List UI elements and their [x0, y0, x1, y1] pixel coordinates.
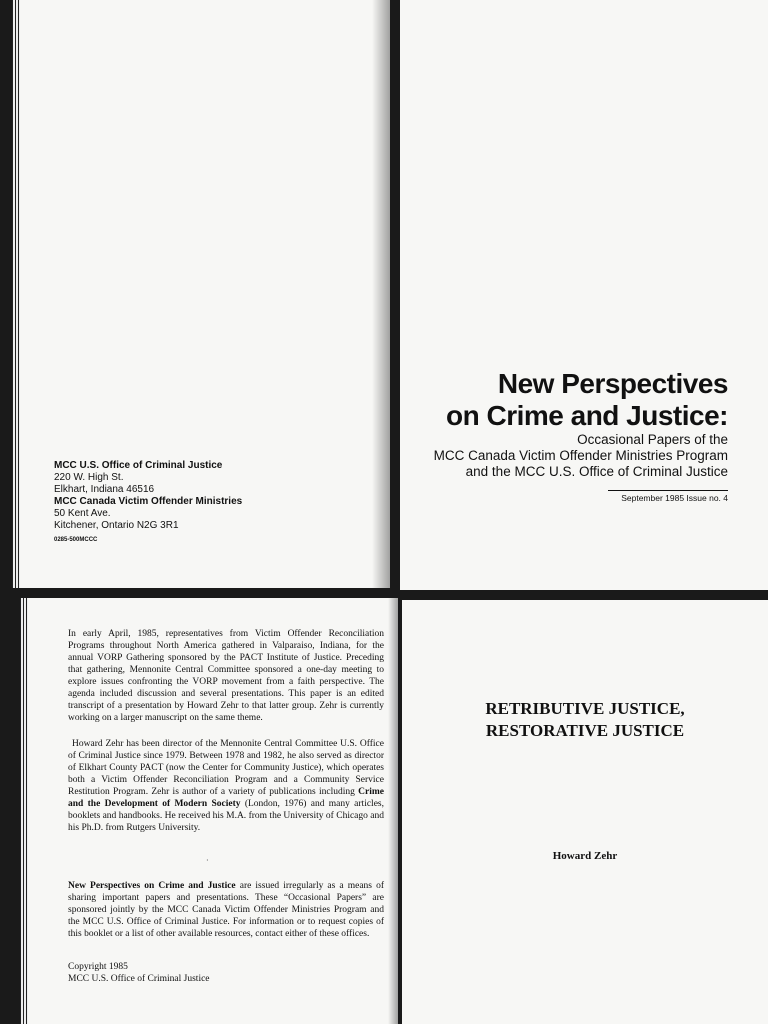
cover-subtitle-line: and the MCC U.S. Office of Criminal Justice [465, 464, 728, 479]
cover-title-block [434, 368, 728, 480]
cover-title-line: on Crime and Justice: [445, 400, 728, 431]
address-line: 220 W. High St. [54, 472, 124, 483]
paper-title-line: RETRIBUTIVE JUSTICE, [485, 699, 685, 718]
address-block [54, 460, 242, 532]
address-line: MCC U.S. Office of Criminal Justice [54, 460, 223, 471]
series-paragraph [68, 880, 384, 940]
spine-shadow [388, 598, 398, 1024]
bio-text: Howard Zehr has been director of the Mennonite Central Committee U.S. Office of Criminal Justice since 1979. Between 1978 and 1982, he also served as director of Elkhart County PACT (now the Center for Community Justice), which operates both a Victim Offender Reconciliation Program and a Community Service Restitution Program. Zehr is author of a variety of publications including [68, 739, 384, 797]
front-cover-page [400, 0, 768, 590]
series-title: New Perspectives on Crime and Justice [68, 881, 236, 891]
author-bio-paragraph [68, 738, 384, 834]
author-name: Howard Zehr [552, 850, 618, 862]
page-edge [20, 598, 28, 1024]
speck: · [206, 856, 209, 865]
copyright-line: Copyright 1985 [68, 962, 128, 972]
intro-paragraph: In early April, 1985, representatives from Victim Offender Reconciliation Programs throughout North America gathered in Valparaiso, Indiana, for the annual VORP Gathering sponsored by the PACT Institute of Justice. Preceding that gathering, Mennonite Central Committee sponsored a one-day meeting to explore issues confronting the VORP movement from a faith perspective. The agenda included discussion and several presentations. This paper is an edited transcript of a presentation by Howard Zehr to that latter group. Zehr is currently working on a larger manuscript on the same theme. [68, 629, 384, 723]
title-page [402, 600, 768, 1024]
inside-cover-page [20, 598, 398, 1024]
spine-shadow [372, 0, 390, 588]
back-cover-page [12, 0, 390, 588]
address-line: Kitchener, Ontario N2G 3R1 [54, 520, 179, 531]
address-line: 50 Kent Ave. [54, 508, 111, 519]
page-edge [12, 0, 20, 588]
address-line: MCC Canada Victim Offender Ministries [54, 496, 243, 507]
paper-title-line: RESTORATIVE JUSTICE [485, 721, 685, 740]
copyright-block [68, 961, 384, 985]
cover-subtitle-line: MCC Canada Victim Offender Ministries Program [433, 448, 728, 463]
address-line: Elkhart, Indiana 46516 [54, 484, 155, 495]
bio-text: (London, 1976) and many articles, booklets and handbooks. He received his M.A. from the University of Chicago and his Ph.D. from Rutgers University. [68, 799, 384, 833]
cover-title-line: New Perspectives [497, 368, 728, 399]
copyright-line: MCC U.S. Office of Criminal Justice [68, 974, 210, 984]
cover-subtitle-line: Occasional Papers of the [577, 432, 728, 447]
issue-line: September 1985 Issue no. 4 [608, 490, 728, 503]
paper-title [402, 698, 768, 742]
book-title: Crime and the Development of Modern Society [68, 787, 384, 809]
series-text: are issued irregularly as a means of sharing important papers and presentations. These “Occasional Papers” are sponsored jointly by the MCC Canada Victim Offender Ministries Program and the MCC U.S. Office of Criminal Justice. For information or to request copies of this booklet or a list of other available resources, contact either of these offices. [68, 881, 385, 939]
print-code: 0285-500MCCC [54, 537, 98, 543]
